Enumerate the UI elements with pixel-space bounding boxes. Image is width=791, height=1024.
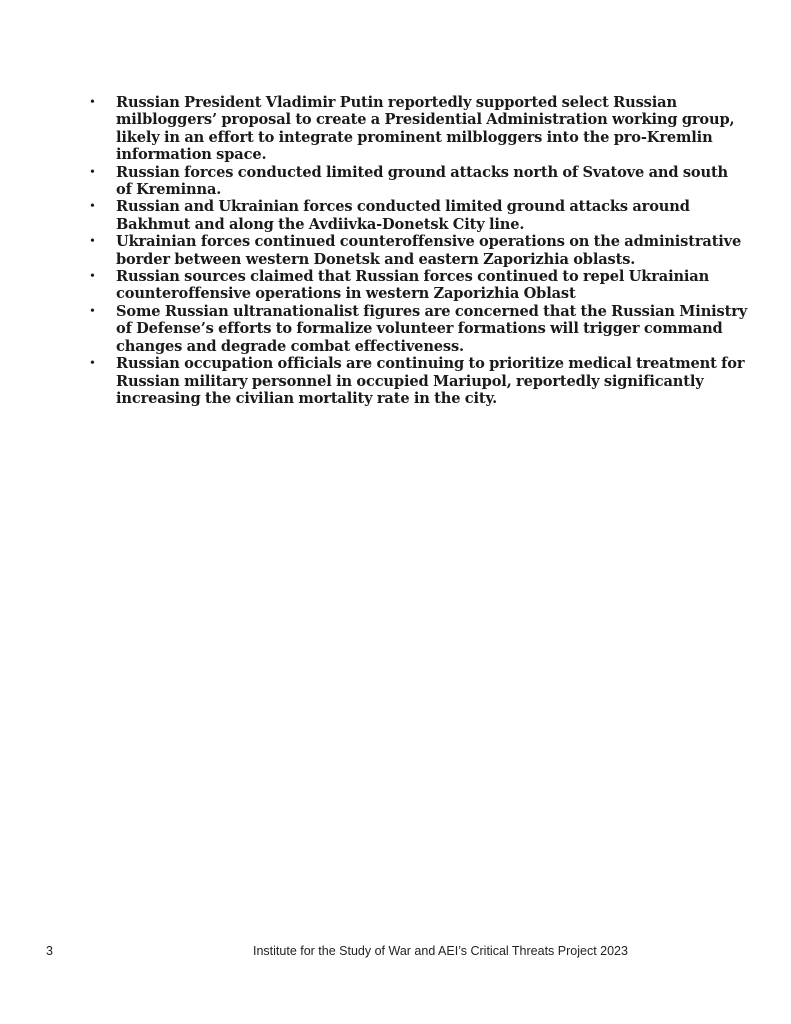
list-item-text: Russian occupation officials are continuing to prioritize medical treatment for Russian military personnel in occupied Mariupol, reportedly significantly increasing the civilian mortality rate in the city. bbox=[116, 355, 745, 407]
list-item bbox=[88, 198, 748, 233]
list-item-text: Ukrainian forces continued counteroffensive operations on the administrative border between western Donetsk and eastern Zaporizhia oblasts. bbox=[116, 233, 742, 268]
list-item-text: Russian and Ukrainian forces conducted limited ground attacks around Bakhmut and along the Avdiivka-Donetsk City line. bbox=[116, 198, 690, 233]
list-item bbox=[88, 233, 748, 268]
list-item bbox=[88, 164, 748, 199]
footer-credit: Institute for the Study of War and AEI’s Critical Threats Project 2023 bbox=[253, 944, 628, 958]
list-item bbox=[88, 268, 748, 303]
list-item-text: Russian forces conducted limited ground attacks north of Svatove and south of Kreminna. bbox=[116, 163, 728, 199]
bullet-icon: • bbox=[90, 303, 95, 319]
bullet-icon: • bbox=[90, 356, 95, 372]
bullet-icon: • bbox=[90, 164, 95, 180]
list-item-text: Russian sources claimed that Russian forces continued to repel Ukrainian counteroffensive operations in western Zaporizhia Oblast bbox=[116, 268, 710, 303]
page-footer bbox=[0, 944, 791, 960]
list-item bbox=[88, 355, 748, 407]
bullet-icon: • bbox=[90, 234, 95, 250]
bullet-icon: • bbox=[90, 95, 95, 110]
list-item bbox=[88, 303, 748, 355]
key-takeaways-list bbox=[88, 94, 748, 407]
list-item-text: Some Russian ultranationalist figures are concerned that the Russian Ministry of Defense’s efforts to formalize volunteer formations will trigger command changes and degrade combat effectiveness. bbox=[116, 302, 748, 355]
bullet-icon: • bbox=[90, 269, 95, 285]
list-item-text: Russian President Vladimir Putin reportedly supported select Russian milbloggers’ proposal to create a Presidential Administration working group, likely in an effort to integrate prominent milbloggers into the pro-Kremlin information space. bbox=[116, 94, 735, 164]
bullet-icon: • bbox=[90, 199, 95, 215]
page-number: 3 bbox=[46, 944, 53, 958]
list-item bbox=[88, 94, 748, 164]
